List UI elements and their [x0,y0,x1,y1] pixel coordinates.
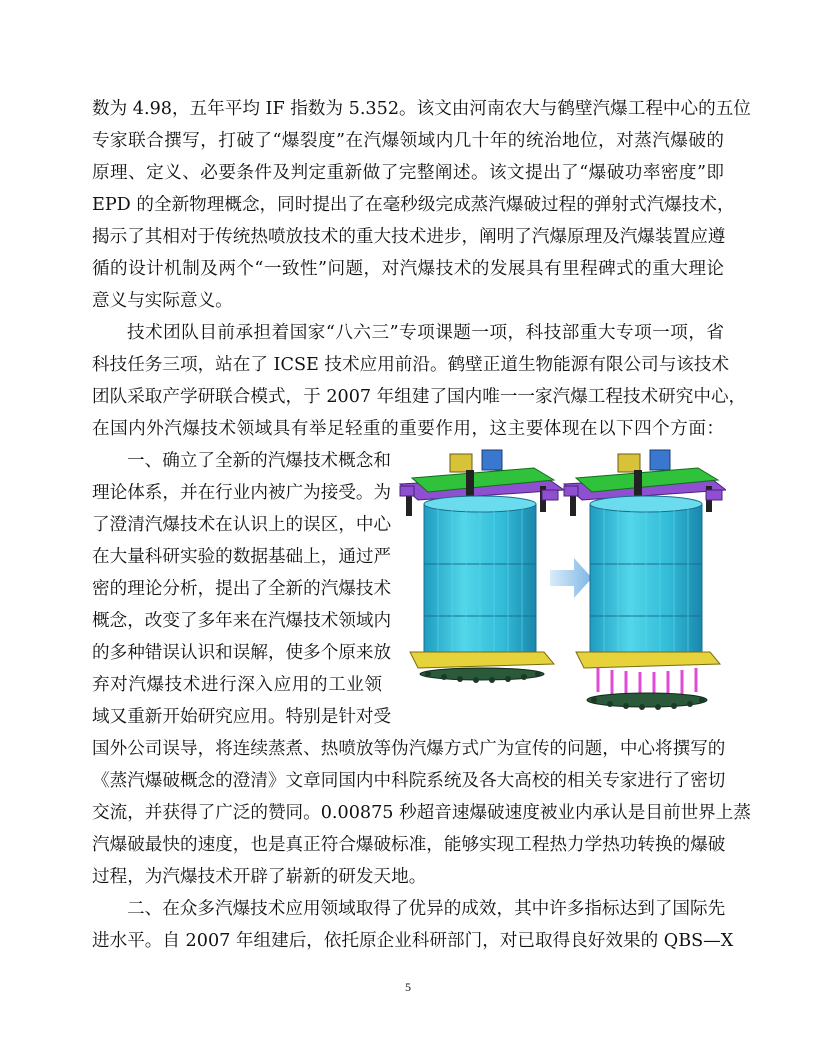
paragraph2-line-2: 科技任务三项，站在了 ICSE 技术应用前沿。鹤壁正道生物能源有限公司与该技术 [92,355,730,375]
paragraph3-line-6: 概念，改变了多年来在汽爆技术领域内 [92,611,392,631]
paragraph3-line-14: 过程，为汽爆技术开辟了崭新的研发天地。 [92,867,427,887]
paragraph1-line-6: 循的设计机制及两个“一致性”问题，对汽爆技术的发展具有里程碑式的重大理论 [92,259,724,279]
paragraph3-line-5: 密的理论分析，提出了全新的汽爆技术 [92,579,392,599]
paragraph3-line-4: 在大量科研实验的数据基础上，通过严 [92,547,392,567]
paragraph1-line-7: 意义与实际意义。 [92,291,233,311]
page-number: 5 [405,980,411,994]
paragraph3-line-11: 《蒸汽爆破概念的澄清》文章同国内中科院系统及各大高校的相关专家进行了密切 [92,771,726,791]
paragraph4-line-1: 二、在众多汽爆技术应用领域取得了优异的成效，其中许多指标达到了国际先 [127,899,726,919]
paragraph1-line-2: 专家联合撰写，打破了“爆裂度”在汽爆领域内几十年的统治地位，对蒸汽爆破的 [92,131,724,151]
paragraph3-line-2: 理论体系，并在行业内被广为接受。为 [92,483,392,503]
arrow-icon [550,558,592,598]
paragraph1-line-5: 揭示了其相对于传统热喷放技术的重大技术进步，阐明了汽爆原理及汽爆装置应遵 [92,227,726,247]
reactor-illustration [394,446,726,718]
paragraph1-line-4: EPD 的全新物理概念，同时提出了在毫秒级完成蒸汽爆破过程的弹射式汽爆技术， [92,195,735,215]
paragraph4-line-2: 进水平。自 2007 年组建后，依托原企业科研部门，对已取得良好效果的 QBS—X [92,931,734,951]
paragraph1-line-1: 数为 4.98，五年平均 IF 指数为 5.352。该文由河南农大与鹤壁汽爆工程中心的五位 [92,99,751,119]
paragraph2-line-4: 在国内外汽爆技术领域具有举足轻重的重要作用，这主要体现在以下四个方面： [92,419,724,439]
paragraph3-line-8: 弃对汽爆技术进行深入应用的工业领 [92,675,382,695]
paragraph3-line-7: 的多种错误认识和误解，使多个原来放 [92,643,392,663]
paragraph2-line-1: 技术团队目前承担着国家“八六三”专项课题一项，科技部重大专项一项，省 [127,323,724,343]
paragraph2-line-3: 团队采取产学研联合模式，于 2007 年组建了国内唯一一家汽爆工程技术研究中心， [92,387,747,407]
paragraph1-line-3: 原理、定义、必要条件及判定重新做了完整阐述。该文提出了“爆破功率密度”即 [92,163,724,183]
paragraph3-line-13: 汽爆破最快的速度，也是真正符合爆破标准，能够实现工程热力学热功转换的爆破 [92,835,726,855]
paragraph3-line-1: 一、确立了全新的汽爆技术概念和 [127,451,391,471]
paragraph3-line-9: 域又重新开始研究应用。特别是针对受 [92,707,392,727]
paragraph3-line-10: 国外公司误导，将连续蒸煮、热喷放等伪汽爆方式广为宣传的问题，中心将撰写的 [92,739,726,759]
reactor-before [400,450,564,683]
paragraph3-line-12: 交流，并获得了广泛的赞同。0.00875 秒超音速爆破速度被业内承认是目前世界上蒸 [92,803,751,823]
paragraph3-line-3: 了澄清汽爆技术在认识上的误区，中心 [92,515,392,535]
